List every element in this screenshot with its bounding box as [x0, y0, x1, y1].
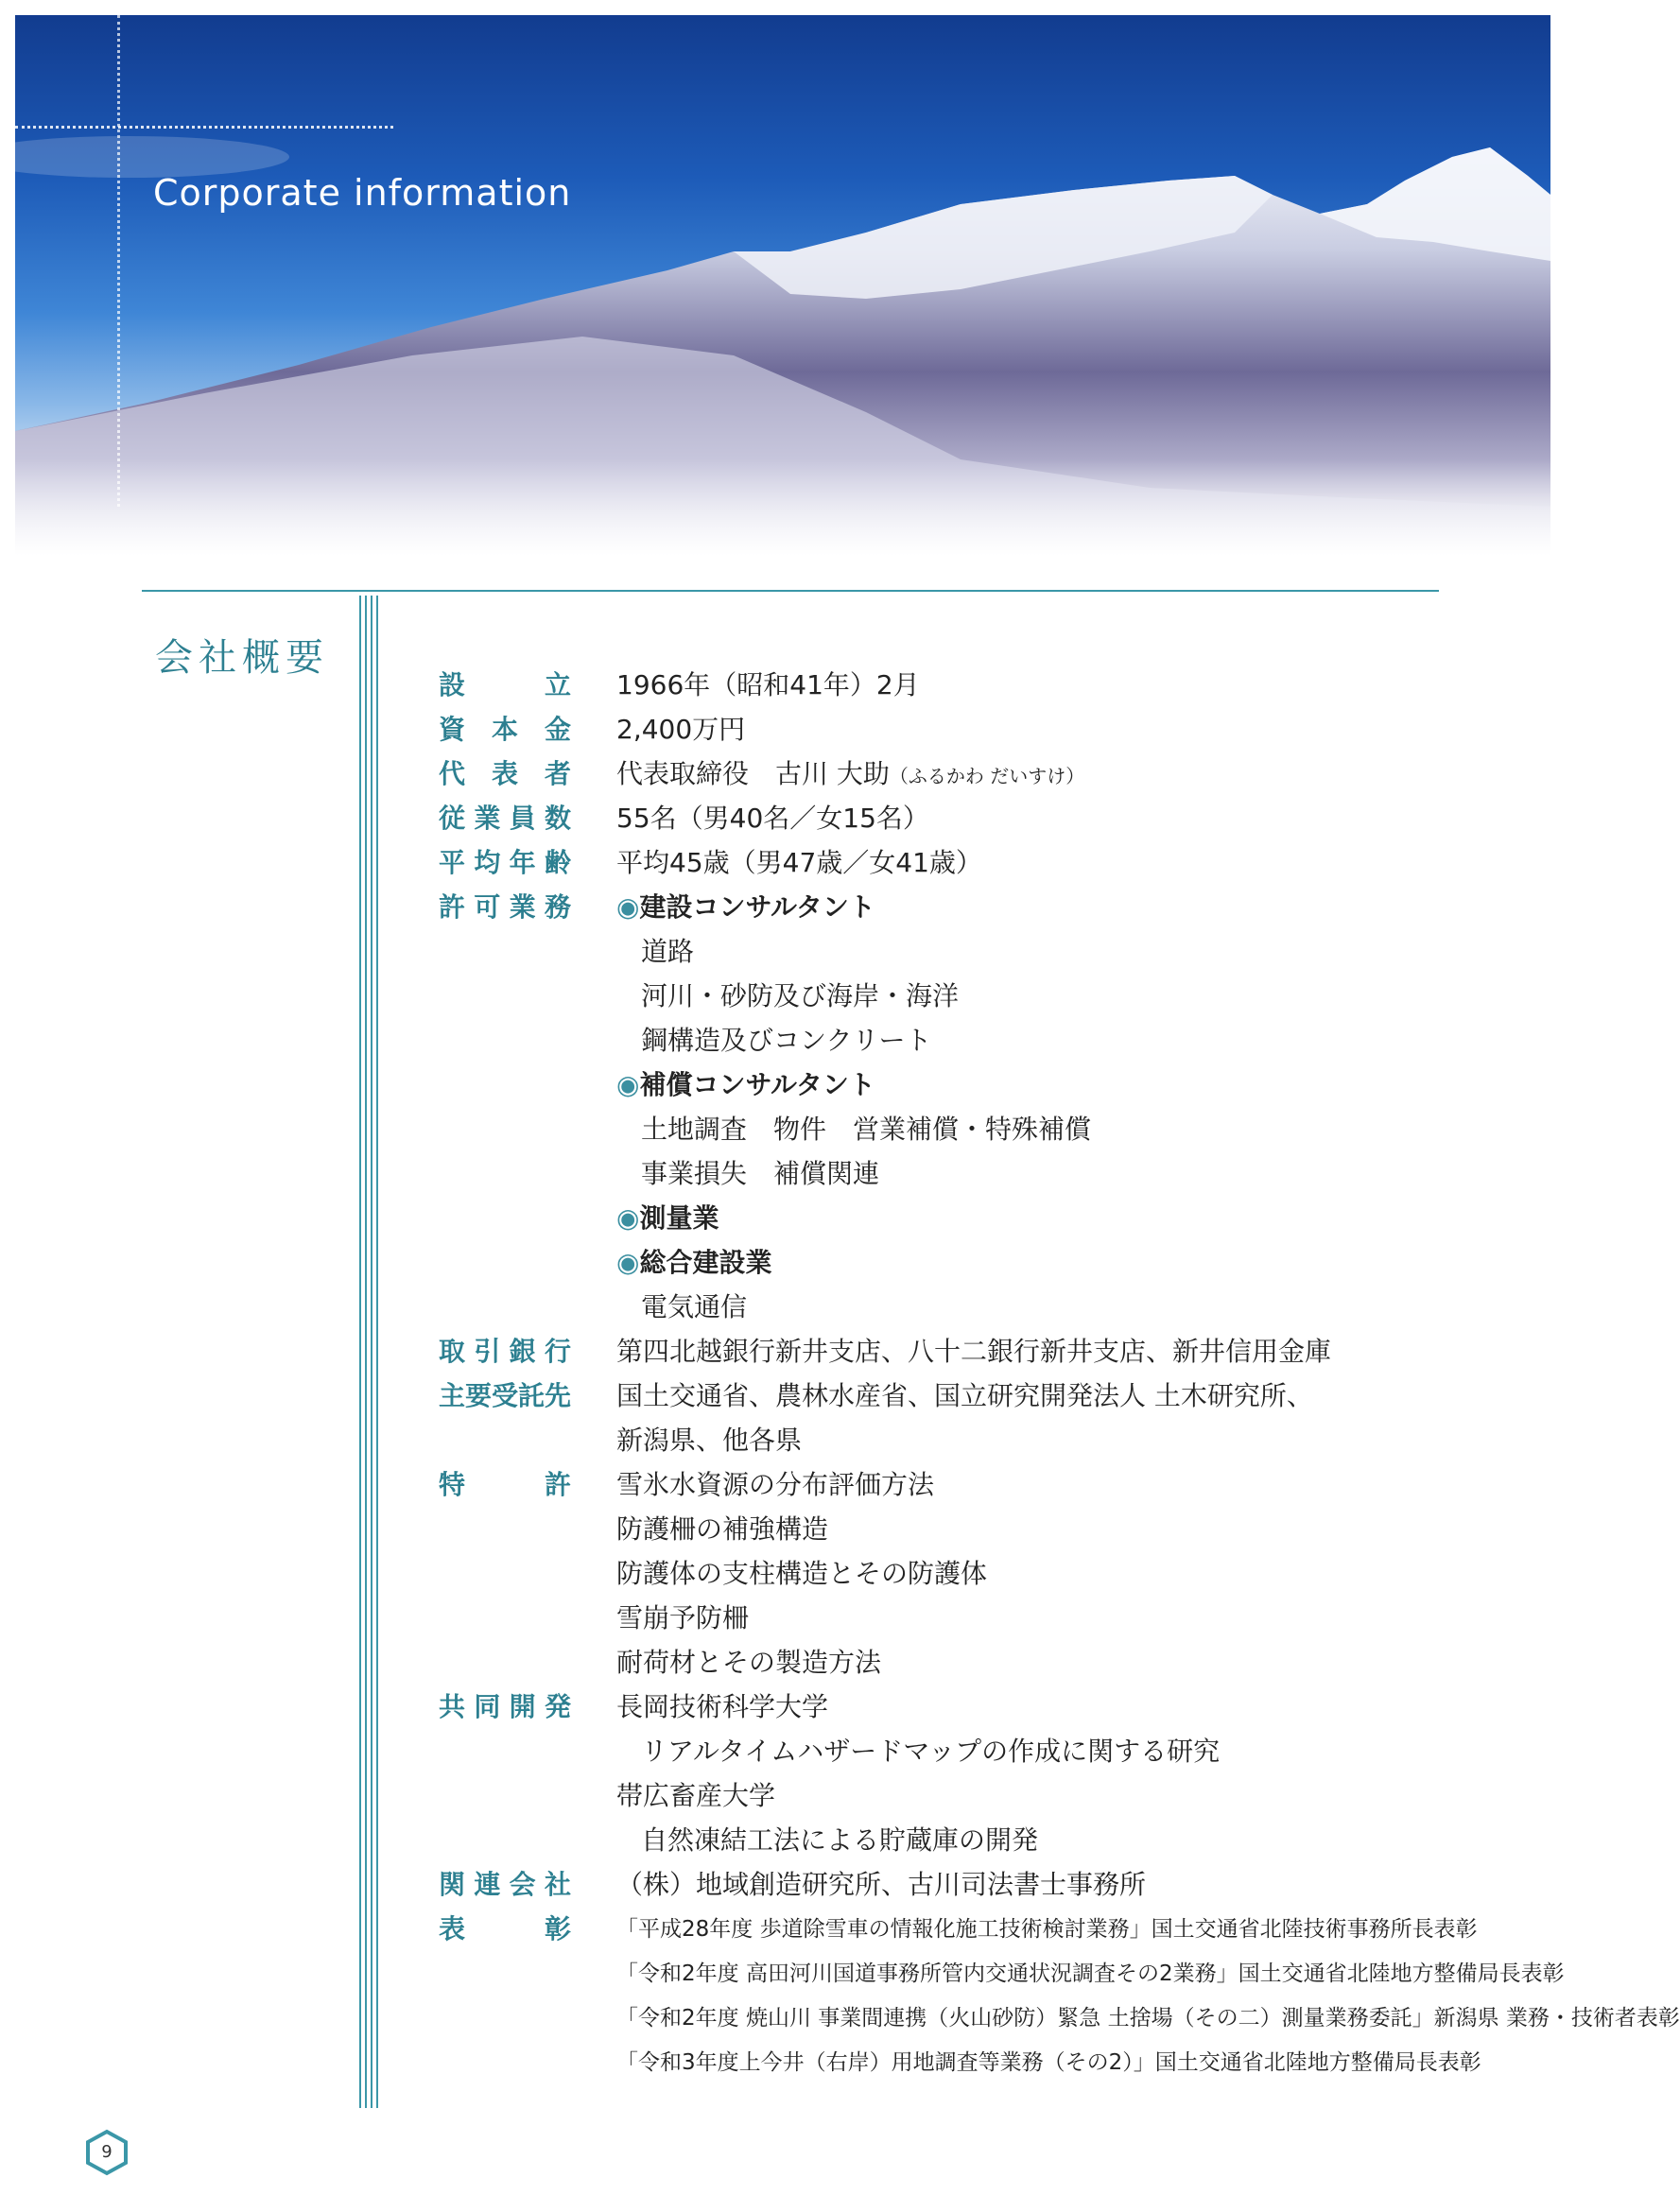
award-item: 「平成28年度 歩道除雪車の情報化施工技術検討業務」国土交通省北陸技術事務所長表彰 [616, 1917, 1478, 1942]
license-title: 総合建設業 [639, 1247, 772, 1278]
label-establish: 設 立 [439, 669, 571, 700]
mountain-illustration [15, 15, 1550, 556]
bullet-icon: ◉ [616, 1069, 640, 1100]
section-heading: 会社概要 [155, 636, 329, 680]
award-item: 「令和2年度 焼山川 事業間連携（火山砂防）緊急 土捨場（その二）測量業務委託」新潟県 業務・技術者表彰 [616, 2006, 1680, 2031]
joint-item: 自然凍結工法による貯蔵庫の開発 [641, 1824, 1039, 1856]
license-item: 鋼構造及びコンクリート [641, 1025, 932, 1056]
value-age: 平均45歳（男47歳／女41歳） [616, 847, 982, 878]
vertical-rule [371, 596, 372, 2108]
label-patent: 特 許 [439, 1469, 571, 1500]
label-capital: 資 本 金 [439, 714, 571, 745]
patent-item: 耐荷材とその製造方法 [616, 1647, 882, 1678]
bullet-icon: ◉ [616, 891, 640, 923]
label-awards: 表 彰 [439, 1913, 571, 1944]
award-item: 「令和3年度上今井（右岸）用地調査等業務（その2）」国土交通省北陸地方整備局長表彰 [616, 2050, 1481, 2075]
value-clients: 新潟県、他各県 [616, 1425, 803, 1456]
vertical-rule [359, 596, 361, 2108]
value-staff: 55名（男40名／女15名） [616, 803, 929, 834]
license-item: 河川・砂防及び海岸・海洋 [641, 980, 960, 1011]
vertical-rule [365, 596, 367, 2108]
page-title: Corporate information [153, 172, 572, 214]
decorative-dotted-line [15, 126, 393, 129]
license-category [616, 1247, 771, 1279]
label-staff: 従業員数 [439, 803, 571, 834]
label-joint: 共同開発 [439, 1691, 571, 1722]
decorative-dotted-line [117, 15, 120, 507]
joint-item: リアルタイムハザードマップの作成に関する研究 [641, 1736, 1221, 1767]
patent-item: 雪崩予防柵 [616, 1602, 750, 1633]
bullet-icon: ◉ [616, 1202, 640, 1234]
license-title: 補償コンサルタント [639, 1069, 875, 1100]
license-title: 建設コンサルタント [639, 891, 875, 923]
label-clients: 主要受託先 [439, 1380, 572, 1411]
vertical-rule [376, 596, 378, 2108]
value-clients: 国土交通省、農林水産省、国立研究開発法人 土木研究所、 [616, 1380, 1313, 1411]
label-age: 平均年齢 [439, 847, 571, 878]
section-divider [142, 590, 1439, 592]
award-item: 「令和2年度 高田河川国道事務所管内交通状況調査その2業務」国土交通省北陸地方整備局長表彰 [616, 1961, 1565, 1986]
license-item: 土地調査 物件 営業補償・特殊補償 [641, 1114, 1092, 1145]
bullet-icon: ◉ [616, 1247, 640, 1278]
license-item: 道路 [641, 936, 695, 967]
license-item: 事業損失 補償関連 [641, 1158, 880, 1189]
value-capital: 2,400万円 [616, 714, 746, 745]
label-bank: 取引銀行 [439, 1336, 571, 1367]
page-number-text: 9 [101, 2142, 113, 2162]
label-related: 関連会社 [439, 1869, 571, 1900]
value-bank: 第四北越銀行新井支店、八十二銀行新井支店、新井信用金庫 [616, 1336, 1332, 1367]
page-number [83, 2129, 130, 2176]
representative-reading: （ふるかわ だいすけ） [889, 765, 1085, 787]
license-category [616, 1069, 875, 1101]
hero-banner [15, 15, 1550, 556]
value-establish: 1966年（昭和41年）2月 [616, 669, 920, 700]
value-related: （株）地域創造研究所、古川司法書士事務所 [616, 1869, 1147, 1900]
joint-org: 長岡技術科学大学 [616, 1691, 829, 1722]
patent-item: 雪氷水資源の分布評価方法 [616, 1469, 935, 1500]
joint-org: 帯広畜産大学 [616, 1780, 776, 1811]
label-license: 許可業務 [439, 891, 571, 923]
license-category [616, 1202, 719, 1235]
license-item: 電気通信 [641, 1291, 748, 1322]
label-representative: 代 表 者 [439, 758, 571, 789]
representative-name: 代表取締役 古川 大助 [616, 758, 890, 789]
license-title: 測量業 [639, 1202, 719, 1234]
value-representative [616, 758, 1084, 790]
patent-item: 防護体の支柱構造とその防護体 [616, 1558, 988, 1589]
license-category [616, 891, 875, 924]
patent-item: 防護柵の補強構造 [616, 1513, 829, 1545]
